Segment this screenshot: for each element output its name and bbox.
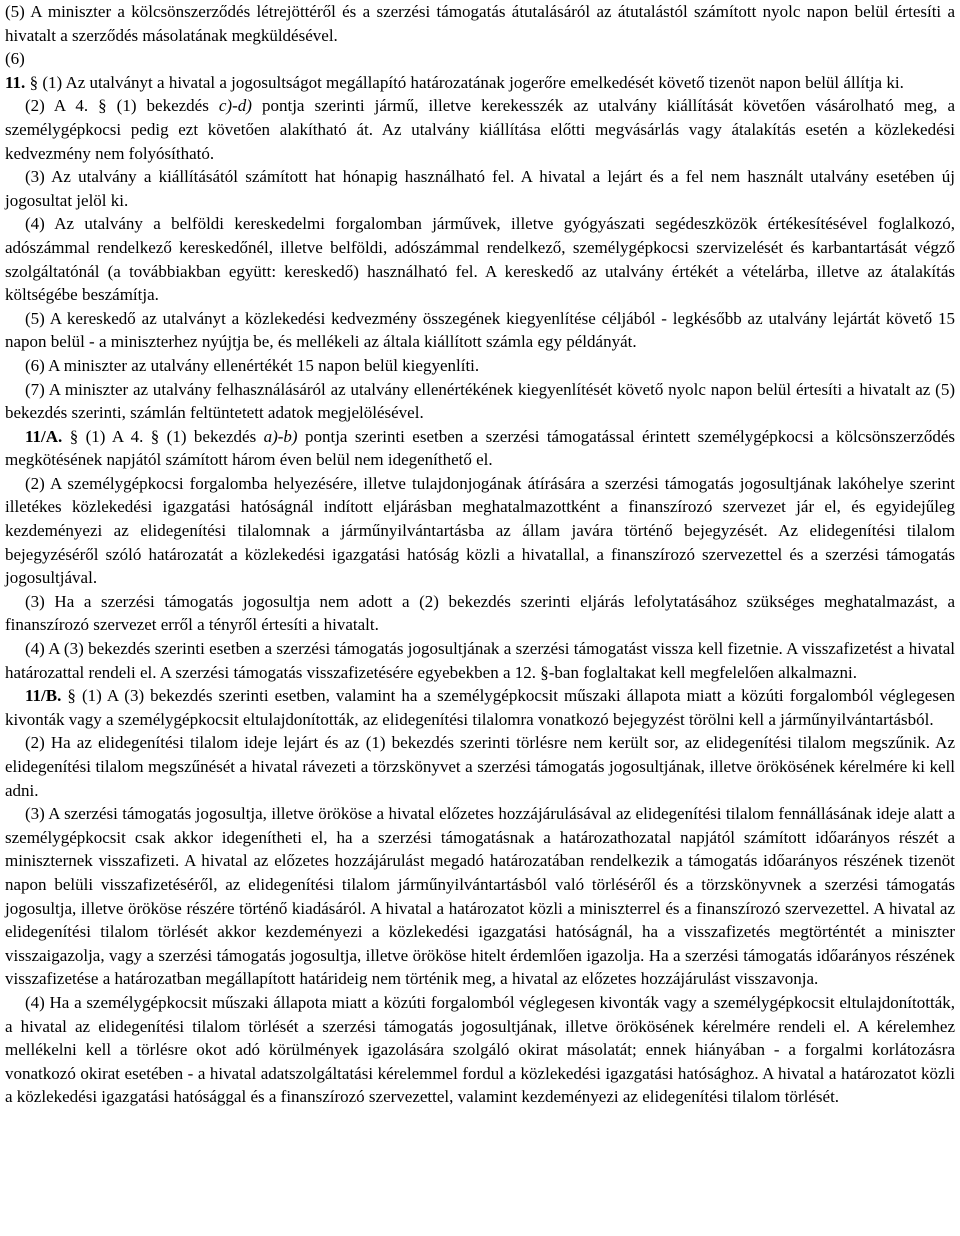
paragraph-text: (4) Ha a személygépkocsit műszaki állapota miatt a közúti forgalomból véglegesen kivonták vagy a személygépkocsit eltulajdonították, a hivatal az elidegenítési tilalom törlését a szerzési támogatás jogosultjának, illetve örökösének kérelmére rendeli el. A kérelemhez mellékelni kell a törlésre okot adó körülmények igazolására szolgáló okirat másolatát; ennek hiányában - a forgalmi korlátozásra vonatkozó okirat esetében - a hivatal adatszolgáltatási kérelemmel fordul a közlekedési igazgatási hatósághoz. A hivatal a határozatot közli a közlekedési igazgatási hatósággal és a finanszírozó szervezettel, valamint kezdeményezi az elidegenítési tilalom törlését.: [5, 992, 955, 1107]
paragraph-text: § (1) Az utalványt a hivatal a jogosultságot megállapító határozatának jogerőre emelkedését követő tizenöt napon belül állítja ki.: [25, 72, 904, 92]
paragraph: [5, 94, 955, 165]
paragraph-text: pontja szerinti jármű, illetve kerekesszék az utalvány kiállítását követően vásárolható meg, a személygépkocsi pedig ezt követően alakítható át. Az utalvány kiállítása előtti megvásárlás vagy átalakítás esetén a közlekedési kedvezmény nem folyósítható.: [5, 96, 955, 163]
paragraph-text: (6): [5, 49, 25, 69]
paragraph-text: (6) A miniszter az utalvány ellenértékét 15 napon belül kiegyenlíti.: [25, 355, 480, 375]
paragraph: [5, 684, 955, 731]
paragraph: [5, 802, 955, 991]
paragraph: [5, 212, 955, 306]
paragraph-text: (2) Ha az elidegenítési tilalom ideje lejárt és az (1) bekezdés szerinti törlésre nem került sor, az elidegenítési tilalom megszűnik. Az elidegenítési tilalom megszűnését a hivatal rávezeti a törzskönyvet a szerzési támogatás jogosultjának, illetve örökösének kérelmére ki kell adni.: [5, 733, 955, 800]
paragraph: [5, 472, 955, 590]
paragraph: [5, 425, 955, 472]
paragraph-text: (5) A miniszter a kölcsönszerződés létrejöttéről és a szerzési támogatás átutalásáról az átutalástól számított nyolc napon belül értesíti a hivatalt a szerződés másolatának megküldésével.: [5, 2, 955, 45]
paragraph-text: (5) A kereskedő az utalványt a közlekedési kedvezmény összegének kiegyenlítése céljából - legkésőbb az utalvány lejártát követő 15 napon belül - a miniszterhez nyújtja be, és mellékeli az általa kiállított számla egy példányát.: [5, 308, 955, 352]
paragraph: [5, 165, 955, 212]
section-number: 11.: [5, 72, 26, 92]
paragraph: [5, 307, 955, 354]
paragraph-text: (2) A személygépkocsi forgalomba helyezésére, illetve tulajdonjogának átírására a szerzési támogatás jogosultjának lakóhelye szerint illetékes közlekedési igazgatási hatóságnál indított eljárásban meghatalmazottként a finanszírozó szervezet jár el, és egyidejűleg kezdeményezi az elidegenítési tilalomnak a járműnyilvántartásba az állam javára történő bejegyzését. Az elidegenítési tilalom bejegyzéséről szóló határozatát a közlekedési igazgatási hatóság közli a hivatallal, a finanszírozó szervezettel és a szerzési támogatás jogosultjával.: [5, 473, 955, 588]
point-reference: c)-d): [218, 96, 252, 116]
paragraph: [5, 731, 955, 802]
point-reference: a)-b): [263, 426, 298, 446]
paragraph: [5, 71, 955, 95]
paragraph-text: § (1) A (3) bekezdés szerinti esetben, valamint ha a személygépkocsit műszaki állapota miatt a közúti forgalomból véglegesen kivonták vagy a személygépkocsit eltulajdonították, az elidegenítési tilalomra vonatkozó bejegyzést törölni kell a járműnyilvántartásból.: [5, 686, 955, 729]
paragraph-text: (4) Az utalvány a belföldi kereskedelmi forgalomban járművek, illetve gyógyászati segédeszközök értékesítésével foglalkozó, adószámmal rendelkező kereskedőnél, illetve belföldi, adószámmal rendelkező, személygépkocsi szervizelését és karbantartását végző szolgáltatónál (a továbbiakban együtt: kereskedő) használható fel. A kereskedő az utalvány értékét a vételárba, illetve az átalakítás költségébe beszámítja.: [5, 214, 955, 305]
paragraph-text: (4) A (3) bekezdés szerinti esetben a szerzési támogatás jogosultjának a szerzési támogatást vissza kell fizetnie. A visszafizetést a hivatal határozattal rendeli el. A szerzési támogatás visszafizetésére egyebekben a 12. §-ban foglaltakat kell megfelelően alkalmazni.: [5, 639, 955, 682]
paragraph: [5, 991, 955, 1109]
paragraph: [5, 378, 955, 425]
paragraph-text: (7) A miniszter az utalvány felhasználásáról az utalvány ellenértékének kiegyenlítését követő nyolc napon belül értesíti a hivatalt az (5) bekezdés szerinti, számlán feltüntetett adatok megjelölésével.: [5, 379, 955, 423]
paragraph-text: (3) Az utalvány a kiállításától számított hat hónapig használható fel. A hivatal a lejárt és a fel nem használt utalvány esetében új jogosultat jelöl ki.: [5, 167, 955, 210]
section-number: 11/B.: [25, 686, 62, 706]
paragraph: [5, 354, 955, 378]
paragraph-text: (3) A szerzési támogatás jogosultja, illetve örököse a hivatal előzetes hozzájárulásával az elidegenítési tilalom fennállásának ideje alatt a személygépkocsit csak akkor idegenítheti el, ha a szerzési támogatásnak a határozathozatal napjától számított időarányos részét a miniszternek visszafizeti. A hivatal az előzetes hozzájárulást megadó határozatában rendelkezik a támogatás időarányos részének tizenöt napon belüli visszafizetéséről, az elidegenítési tilalom járműnyilvántartásból való törléséről és a törzskönyvnek a szerzési támogatás jogosultja, illetve örököse részére történő kiadásáról. A hivatal a határozatot közli a miniszterrel és a finanszírozó szervezettel. A hivatal az elidegenítési tilalom törlését akkor kezdeményezi a közlekedési igazgatási hatóságnál, ha a visszafizetés megtörténtét a miniszter visszaigazolja, vagy a szerzési támogatás jogosultja, illetve örököse hitelt érdemlően igazolja. Ha a szerzési támogatás időarányos részének visszafizetése a határozatban megállapított határideig nem történik meg, a hivatal az előzetes hozzájárulást visszavonja.: [5, 804, 955, 989]
paragraph-text: pontja szerinti esetben a szerzési támogatással érintett személygépkocsi a kölcsönszerződés megkötésének napjától számított három éven belül nem idegeníthető el.: [5, 426, 955, 470]
paragraph: [5, 0, 955, 47]
paragraph-text: § (1) A 4. § (1) bekezdés: [62, 426, 264, 446]
paragraph: [5, 47, 955, 71]
paragraph-text: (3) Ha a szerzési támogatás jogosultja nem adott a (2) bekezdés szerinti eljárás lefolytatásához szükséges meghatalmazást, a finanszírozó szervezet erről a tényről értesíti a hivatalt.: [5, 591, 955, 635]
paragraph: [5, 590, 955, 637]
paragraph-text: (2) A 4. § (1) bekezdés: [25, 96, 219, 116]
paragraph: [5, 637, 955, 684]
section-number: 11/A.: [25, 426, 63, 446]
